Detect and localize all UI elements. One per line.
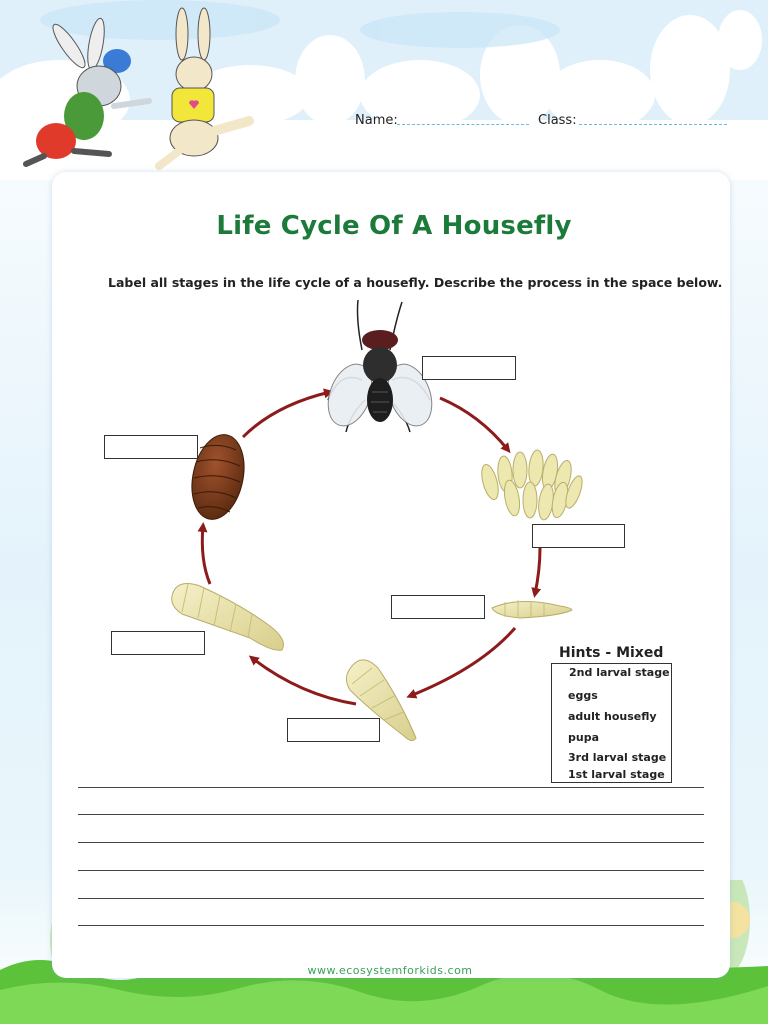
writing-line[interactable]	[78, 925, 704, 926]
instructions-text: Label all stages in the life cycle of a housefly. Describe the process in the space below.	[108, 275, 723, 290]
arrow-larva1-to-larva2	[410, 628, 515, 696]
writing-line[interactable]	[78, 842, 704, 843]
arrow-larva2-to-larva3	[252, 658, 356, 704]
label-box-first-larva[interactable]	[391, 595, 485, 619]
arrow-eggs-to-larva1	[535, 548, 540, 594]
label-box-third-larva[interactable]	[111, 631, 205, 655]
eggs-icon	[479, 449, 586, 520]
writing-line[interactable]	[78, 814, 704, 815]
hint-item: pupa	[568, 731, 600, 744]
hints-title: Hints - Mixed	[559, 645, 664, 661]
label-box-second-larva[interactable]	[287, 718, 380, 742]
writing-line[interactable]	[78, 787, 704, 788]
class-label: Class:	[538, 113, 577, 128]
first-larva-icon	[492, 600, 572, 618]
hint-item: adult housefly	[568, 710, 657, 723]
hint-item: 2nd larval stage	[569, 666, 670, 679]
hint-item: 3rd larval stage	[568, 751, 667, 764]
arrow-pupa-to-adult	[243, 392, 330, 437]
label-box-adult[interactable]	[422, 356, 516, 380]
arrow-adult-to-eggs	[440, 398, 508, 450]
footer-website: www.ecosystemforkids.com	[307, 964, 473, 977]
writing-line[interactable]	[78, 898, 704, 899]
writing-line[interactable]	[78, 870, 704, 871]
page-title: Life Cycle Of A Housefly	[216, 211, 572, 241]
hints-box	[551, 663, 672, 783]
hint-item: eggs	[568, 689, 598, 702]
name-label: Name:	[355, 113, 398, 128]
hint-item: 1st larval stage	[568, 768, 665, 781]
label-box-pupa[interactable]	[104, 435, 198, 459]
arrow-larva3-to-pupa	[202, 526, 210, 584]
label-box-eggs[interactable]	[532, 524, 625, 548]
